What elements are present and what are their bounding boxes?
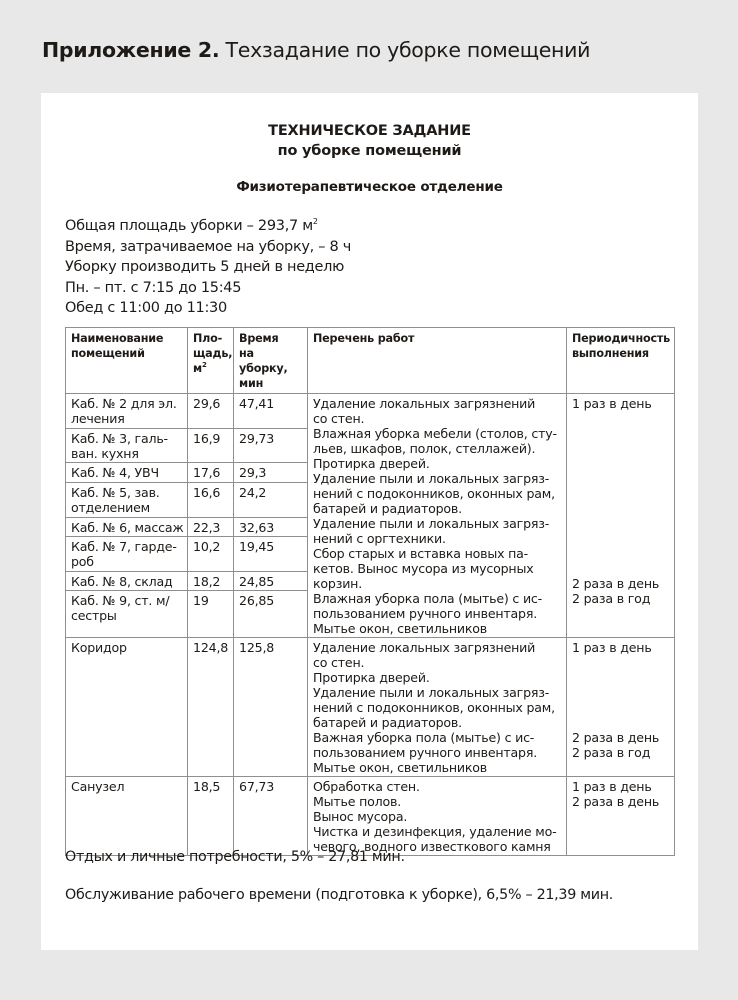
room-area: 19 [188,590,234,637]
appendix-label: Приложение 2. [42,38,220,62]
room-name [66,571,188,590]
cell-line: 2 раза в день [572,730,660,745]
cell-line: нений с оргтехники. [313,531,446,546]
header-text: Время [239,332,279,345]
cell-line: 2 раза в год [572,591,651,606]
room-name-line: Каб. № 3, галь- [71,430,168,446]
header-works: Перечень работ [308,328,567,394]
room-area: 16,9 [188,428,234,463]
room-name-line: Каб. № 5, зав. [71,484,160,500]
cell-line: нений с подоконников, оконных рам, [313,700,555,715]
room-name-line: Каб. № 6, массаж [71,519,184,535]
cell-line: 2 раза в год [572,745,651,760]
cell-line: Влажная уборка пола (мытье) с ис- [313,591,542,606]
general-info [65,216,351,319]
cell-line: батарей и радиаторов. [313,501,462,516]
cell-line: 1 раз в день [572,779,652,794]
cell-line [572,561,670,576]
room-time: 29,3 [234,463,308,482]
room-time: 29,73 [234,428,308,463]
room-time: 125,8 [234,638,308,777]
room-name [66,428,188,463]
room-name-line: Каб. № 7, гарде- [71,538,177,554]
cell-line [572,411,670,426]
room-name [66,482,188,517]
header-text: Пло- [193,332,223,345]
room-name: Коридор [66,638,188,777]
room-time: 24,2 [234,482,308,517]
room-name: Санузел [66,777,188,856]
header-text [193,361,229,376]
service-note: Обслуживание рабочего времени (подготовка к уборке), 6,5% – 21,39 мин. [65,887,614,903]
room-name-line: Каб. № 2 для эл. [71,396,177,411]
room-name-line: лечения [71,411,125,426]
header-time [234,328,308,394]
room-name-line: роб [71,553,94,569]
room-time: 67,73 [234,777,308,856]
room-area: 29,6 [188,394,234,429]
cell-line: пользованием ручного инвентаря. [313,606,538,621]
room-area: 18,2 [188,571,234,590]
cell-line: со стен. [313,411,365,426]
header-area [188,328,234,394]
room-area: 18,5 [188,777,234,856]
room-area: 124,8 [188,638,234,777]
room-area: 22,3 [188,517,234,536]
room-name [66,463,188,482]
header-text: Периодичность [572,332,671,345]
cell-line: Протирка дверей. [313,670,430,685]
cell-line: Удаление пыли и локальных загряз- [313,685,550,700]
cell-line: Протирка дверей. [313,456,430,471]
cell-line [572,760,670,775]
room-time: 47,41 [234,394,308,429]
cell-line [572,516,670,531]
cell-line: Удаление пыли и локальных загряз- [313,516,550,531]
room-name-line: ван. кухня [71,445,139,461]
cell-line [572,809,670,824]
cell-line: 2 раза в день [572,794,660,809]
cell-line: Обработка стен. [313,779,420,794]
cell-line: Удаление локальных загрязнений [313,396,536,411]
header-unit-sup: 2 [201,361,207,369]
cell-line: Влажная уборка мебели (столов, сту- [313,426,557,441]
cell-line [572,715,670,730]
cell-line: Удаление локальных загрязнений [313,640,536,655]
header-text: щадь, [193,347,233,360]
room-name-line: Каб. № 8, склад [71,573,173,589]
cell-line [572,655,670,670]
cell-line: Мытье окон, светильников [313,621,488,636]
page-heading [42,38,590,62]
cell-line [572,546,670,561]
header-text: мин [239,377,264,390]
cell-line [572,531,670,546]
header-room-name [66,328,188,394]
cell-line [572,441,670,456]
cell-line: льев, шкафов, полок, стеллажей). [313,441,536,456]
cell-line: со стен. [313,655,365,670]
header-text: на уборку, [239,347,288,375]
cell-line: 2 раза в день [572,576,660,591]
cell-line: Мытье полов. [313,794,402,809]
cell-line [572,486,670,501]
room-name [66,394,188,429]
cell-line: Вынос мусора. [313,809,408,824]
cell-line: пользованием ручного инвентаря. [313,745,538,760]
area-superscript: 2 [312,217,318,226]
department-title: Физиотерапевтическое отделение [236,179,503,195]
cell-line: нений с подоконников, оконных рам, [313,486,555,501]
periodicity-list [567,394,675,638]
cell-line [572,824,670,839]
room-time: 19,45 [234,536,308,571]
cell-line [572,501,670,516]
room-name-line: Каб. № 9, ст. м/ [71,592,170,608]
room-area: 16,6 [188,482,234,517]
room-name [66,517,188,536]
cell-line [572,685,670,700]
table-row-bathroom [66,777,675,856]
cell-line [572,621,670,636]
cell-line: Важная уборка пола (мытье) с ис- [313,730,535,745]
header-periodicity [567,328,675,394]
work-hours: Пн. – пт. с 7:15 до 15:45 [65,279,242,296]
cell-line [572,670,670,685]
room-name-line: сестры [71,607,117,623]
document-sheet [41,93,698,950]
works-list [308,777,567,856]
room-area: 17,6 [188,463,234,482]
cell-line [572,839,670,854]
header-text: помещений [71,347,145,360]
document-title-line-2: по уборке помещений [277,143,462,159]
cell-line [572,456,670,471]
room-name-line: отделением [71,499,150,515]
works-list [308,394,567,638]
cell-line [572,700,670,715]
cell-line [572,606,670,621]
header-text: Наименование [71,332,164,345]
table-row-cabinet [66,394,675,429]
cell-line: корзин. [313,576,363,591]
header-unit: м [193,362,202,375]
appendix-title: Техзадание по уборке помещений [219,38,591,62]
cell-line [572,426,670,441]
cell-line: чевого, водного известкового камня [313,839,551,854]
cell-line: 1 раз в день [572,640,652,655]
periodicity-list [567,777,675,856]
room-area: 10,2 [188,536,234,571]
cleaning-time: Время, затрачиваемое на уборку, – 8 ч [65,238,352,255]
table-row-corridor [66,638,675,777]
room-time: 32,63 [234,517,308,536]
total-area-text: Общая площадь уборки – 293,7 м [65,218,313,234]
cell-line: Удаление пыли и локальных загряз- [313,471,550,486]
table-header-row [66,328,675,394]
cell-line: батарей и радиаторов. [313,715,462,730]
room-time: 26,85 [234,590,308,637]
works-list [308,638,567,777]
rest-note: Отдых и личные потребности, 5% – 27,81 мин. [65,849,405,865]
lunch-break: Обед с 11:00 до 11:30 [65,300,227,316]
cell-line: Чистка и дезинфекция, удаление мо- [313,824,557,839]
periodicity-list [567,638,675,777]
total-area [65,216,351,237]
document-title-line-1: ТЕХНИЧЕСКОЕ ЗАДАНИЕ [268,123,471,139]
cleaning-days: Уборку производить 5 дней в неделю [65,259,345,275]
cell-line [572,471,670,486]
header-text: выполнения [572,347,649,360]
room-time: 24,85 [234,571,308,590]
document-title [41,121,698,161]
cell-line: 1 раз в день [572,396,652,411]
cell-line: кетов. Вынос мусора из мусорных [313,561,534,576]
room-name-line: Каб. № 4, УВЧ [71,465,159,481]
cell-line: Сбор старых и вставка новых па- [313,546,529,561]
room-name [66,590,188,637]
cell-line: Мытье окон, светильников [313,760,488,775]
room-name [66,536,188,571]
rooms-table [65,327,675,856]
